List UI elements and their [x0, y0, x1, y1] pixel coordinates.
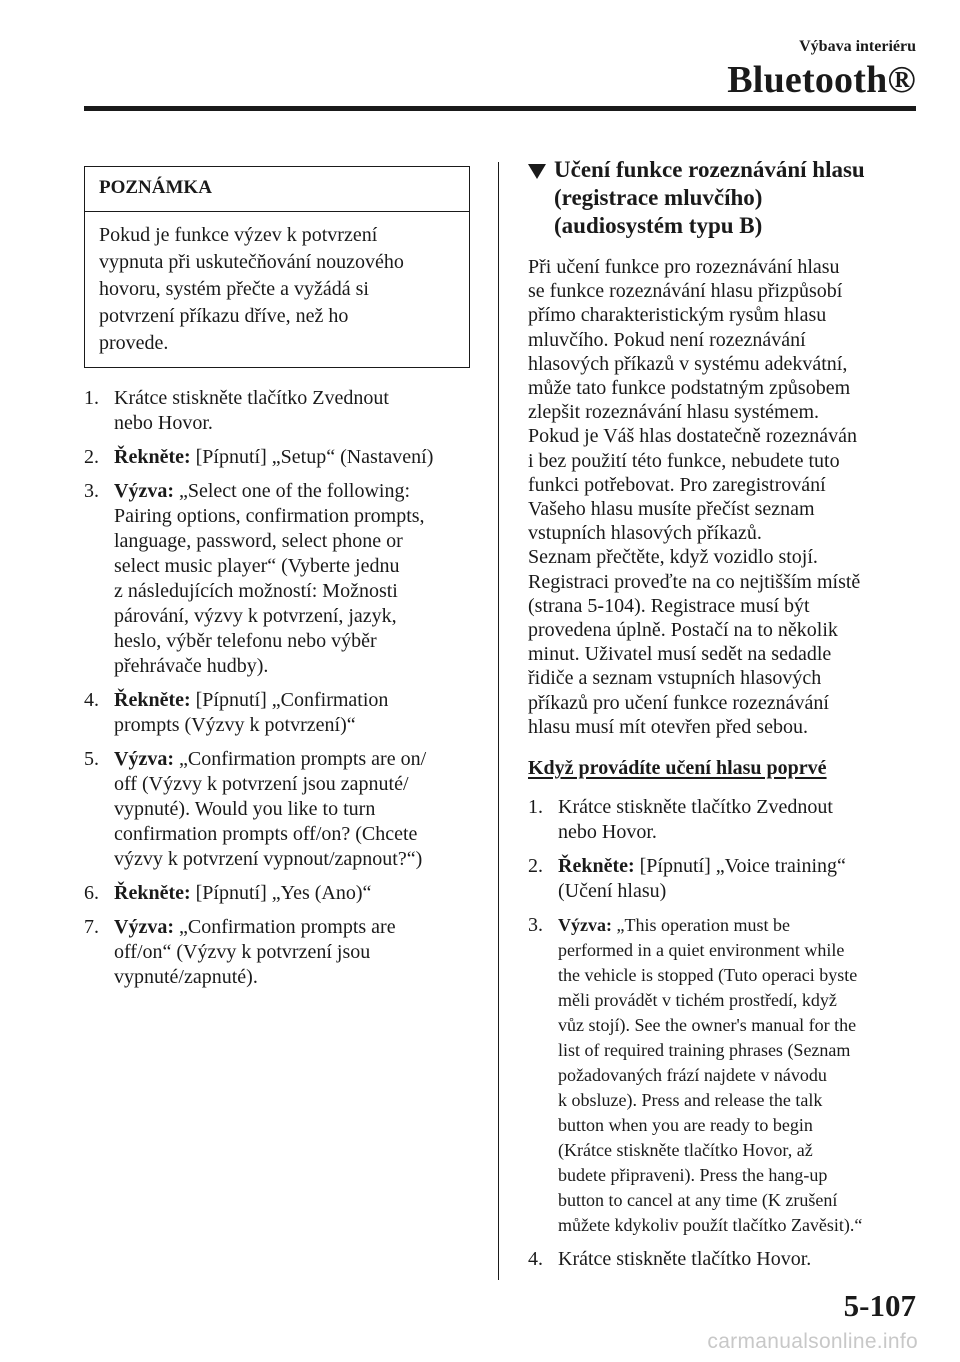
step-line: confirmation prompts off/on? (Chcete [114, 823, 418, 845]
text-line: vypnuta při uskutečňování nouzového [99, 251, 404, 273]
step-text [114, 748, 426, 870]
step-line: (Učení hlasu) [558, 880, 667, 903]
step-line: performed in a quiet environment while [558, 940, 845, 961]
step-line: Krátce stiskněte tlačítko Zvednout [114, 387, 389, 409]
step-text [558, 915, 862, 1235]
step-lead: Výzva: [114, 748, 174, 770]
right-step-list [528, 795, 918, 1272]
step-number: 5. [84, 748, 99, 770]
list-item [84, 915, 470, 990]
list-item [528, 913, 918, 1238]
step-lead: Řekněte: [114, 446, 191, 468]
step-line: Krátce stiskněte tlačítko Hovor. [558, 1248, 812, 1271]
text-line: Pokud je Váš hlas dostatečně rozeznáván [528, 425, 857, 448]
text-line: příkazů pro učení funkce rozeznávání [528, 691, 829, 714]
step-text [114, 480, 425, 677]
text-line: Pokud je funkce výzev k potvrzení [99, 224, 378, 246]
step-text [558, 855, 846, 902]
right-column [528, 156, 918, 1281]
step-lead: Řekněte: [558, 855, 635, 878]
section-heading [528, 156, 918, 240]
column-divider [498, 162, 499, 1280]
list-item [528, 1247, 918, 1272]
page-title: Bluetooth® [727, 59, 916, 101]
step-line: k obsluze). Press and release the talk [558, 1090, 823, 1111]
step-number: 2. [528, 855, 543, 878]
text-line: se funkce rozeznávání hlasu přizpůsobí [528, 280, 843, 303]
text-line: funkci potřebovat. Pro zaregistrování [528, 473, 826, 496]
list-item [84, 747, 470, 872]
step-line: off (Výzvy k potvrzení jsou zapnuté/ [114, 773, 409, 795]
step-text [114, 882, 371, 904]
text-line: (audiosystém typu B) [554, 213, 763, 238]
step-line: (Krátce stiskněte tlačítko Hovor, až [558, 1140, 813, 1161]
step-line: Pairing options, confirmation prompts, [114, 505, 425, 527]
step-line: vypnuté/zapnuté). [114, 966, 258, 988]
step-line: off/on“ (Výzvy k potvrzení jsou [114, 941, 371, 963]
step-text [114, 689, 388, 736]
text-line: hlasu musí mít otevřen před sebou. [528, 715, 808, 738]
step-number: 4. [84, 689, 99, 711]
left-step-list [84, 386, 470, 990]
list-item [84, 688, 470, 738]
step-lead: Řekněte: [114, 882, 191, 904]
step-line: z následujících možností: Možnosti [114, 580, 398, 602]
step-line: „Select one of the following: [173, 480, 411, 502]
text-line: potvrzení příkazu dříve, než ho [99, 305, 349, 327]
triangle-bullet-icon [528, 164, 546, 179]
step-line: přehrávače hudby). [114, 655, 269, 677]
step-line: měli provádět v tichém prostředí, když [558, 990, 837, 1011]
step-text [558, 1248, 811, 1270]
list-item [84, 386, 470, 436]
note-title: POZNÁMKA [85, 167, 469, 212]
subheading: Když provádíte učení hlasu poprvé [528, 757, 827, 780]
step-line: výzvy k potvrzení vypnout/zapnout?“) [114, 848, 423, 870]
text-line: Při učení funkce pro rozeznávání hlasu [528, 256, 840, 278]
step-number: 1. [84, 387, 99, 409]
text-line: řidiče a seznam vstupních hlasových [528, 667, 822, 690]
step-line: „Confirmation prompts are [173, 916, 396, 938]
step-line: párování, výzvy k potvrzení, jazyk, [114, 605, 397, 627]
step-line: [Pípnutí] „Yes (Ano)“ [190, 882, 372, 904]
step-line: nebo Hovor. [114, 412, 213, 434]
text-line: i bez použití této funkce, nebudete tuto [528, 449, 840, 472]
section-heading-text [554, 157, 865, 238]
step-number: 3. [84, 480, 99, 502]
step-line: můžete kdykoliv použít tlačítko Zavěsit).“ [558, 1215, 863, 1236]
list-item [528, 795, 918, 845]
step-text [558, 796, 833, 843]
step-line: [Pípnutí] „Setup“ (Nastavení) [190, 446, 434, 468]
note-box [84, 166, 470, 368]
text-line: provedena úplně. Postačí na to několik [528, 619, 838, 642]
step-text [114, 446, 433, 468]
list-item [84, 479, 470, 679]
text-line: mluvčího. Pokud není rozeznávání [528, 328, 806, 351]
step-line: prompts (Výzvy k potvrzení)“ [114, 714, 356, 736]
page-number: 5-107 [843, 1288, 916, 1323]
list-item [84, 445, 470, 470]
text-line: provede. [99, 332, 169, 354]
text-line: minut. Uživatel musí sedět na sedadle [528, 643, 832, 666]
step-line: budete připraveni). Press the hang-up [558, 1165, 828, 1186]
step-line: Krátce stiskněte tlačítko Zvednout [558, 796, 833, 819]
step-line: select music player“ (Vyberte jednu [114, 555, 400, 577]
step-line: vypnuté). Would you like to turn [114, 798, 376, 820]
step-line: heslo, výběr telefonu nebo výběr [114, 630, 377, 652]
list-item [84, 881, 470, 906]
step-number: 1. [528, 796, 543, 819]
step-number: 7. [84, 916, 99, 938]
step-line: „This operation must be [611, 915, 790, 936]
text-line: vstupních hlasových příkazů. [528, 522, 762, 545]
intro-paragraph [528, 255, 918, 739]
step-line: nebo Hovor. [558, 821, 657, 844]
step-line: button to cancel at any time (K zrušení [558, 1190, 838, 1211]
list-item [528, 854, 918, 904]
step-line: vůz stojí). See the owner's manual for the [558, 1015, 857, 1036]
step-line: the vehicle is stopped (Tuto operaci byste [558, 965, 858, 986]
step-line: button when you are ready to begin [558, 1115, 813, 1136]
step-text [114, 916, 396, 988]
left-column [84, 166, 470, 999]
step-number: 6. [84, 882, 99, 904]
step-line: [Pípnutí] „Voice training“ [634, 855, 846, 878]
step-line: [Pípnutí] „Confirmation [190, 689, 389, 711]
step-line: požadovaných frází najdete v návodu [558, 1065, 827, 1086]
text-line: Vašeho hlasu musíte přečíst seznam [528, 498, 815, 521]
step-number: 3. [528, 914, 543, 937]
text-line: hlasových příkazů v systému adekvátní, [528, 352, 848, 375]
text-line: Registraci proveďte na co nejtišším místě [528, 570, 861, 593]
text-line: (strana 5-104). Registrace musí být [528, 594, 810, 617]
step-number: 2. [84, 446, 99, 468]
step-lead: Výzva: [558, 915, 612, 936]
step-lead: Výzva: [114, 480, 174, 502]
text-line: zlepšit rozeznávání hlasu systémem. [528, 401, 820, 424]
text-line: může tato funkce podstatným způsobem [528, 377, 851, 400]
header-section-label: Výbava interiéru [799, 38, 916, 55]
step-number: 4. [528, 1248, 543, 1271]
step-lead: Výzva: [114, 916, 174, 938]
step-lead: Řekněte: [114, 689, 191, 711]
note-body [85, 212, 469, 367]
text-line: Seznam přečtěte, když vozidlo stojí. [528, 546, 818, 569]
text-line: (registrace mluvčího) [554, 185, 763, 210]
step-line: list of required training phrases (Seznam [558, 1040, 851, 1061]
text-line: přímo charakteristickým rysům hlasu [528, 304, 827, 327]
text-line: hovoru, systém přečte a vyžádá si [99, 278, 369, 300]
header-rule [84, 106, 916, 111]
text-line: Učení funkce rozeznávání hlasu [554, 157, 865, 182]
step-line: „Confirmation prompts are on/ [173, 748, 427, 770]
watermark: carmanualsonline.info [707, 1330, 918, 1353]
step-line: language, password, select phone or [114, 530, 403, 552]
step-text [114, 387, 389, 434]
